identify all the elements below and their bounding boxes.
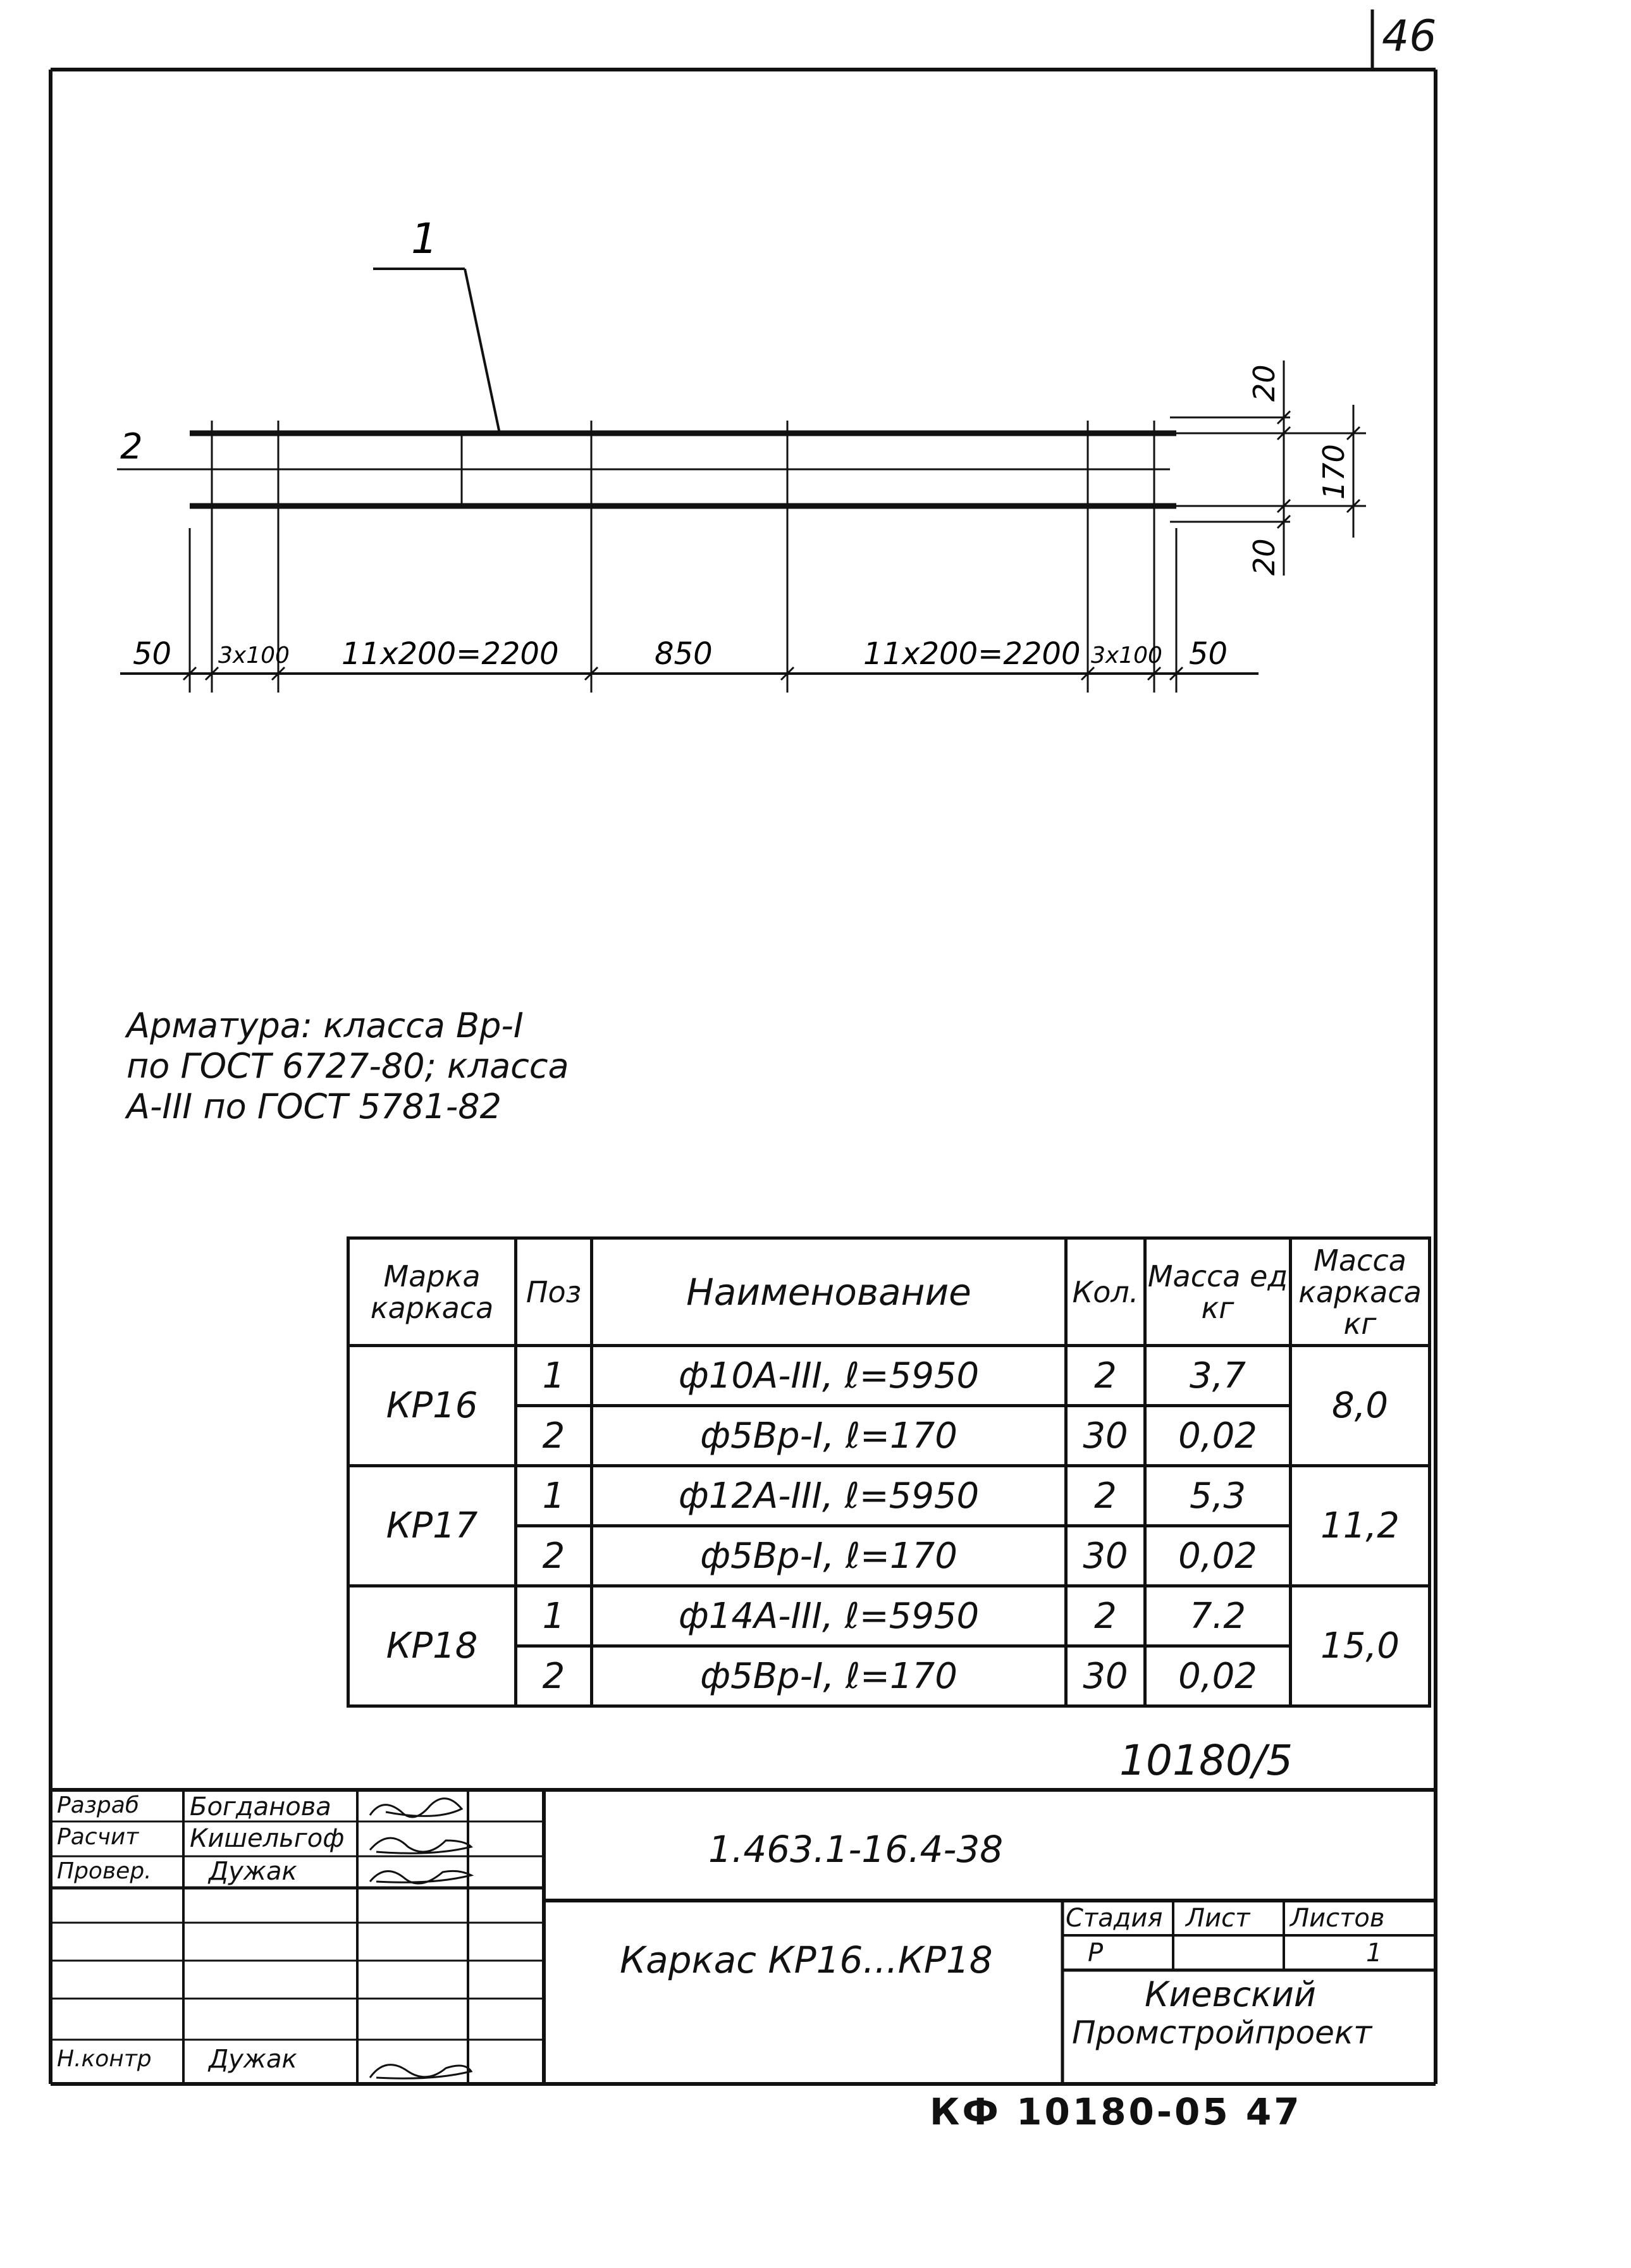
mark-cell: КР16: [348, 1346, 516, 1466]
stage-value: Р: [1088, 1938, 1104, 1968]
name-cell: ф5Вр-I, ℓ=170: [592, 1526, 1066, 1586]
dim-label: 20: [1247, 364, 1281, 402]
mass-cell: 3,7: [1145, 1346, 1291, 1406]
dim-label: 850: [655, 636, 713, 672]
dim-label: 170: [1317, 444, 1351, 500]
header-cell: Марка каркаса: [348, 1238, 516, 1346]
mark-cell: КР17: [348, 1466, 516, 1586]
note-line: по ГОСТ 6727-80; класса: [126, 1046, 569, 1086]
header-cell: Кол.: [1066, 1238, 1145, 1346]
header-cell: Масса ед кг: [1145, 1238, 1291, 1346]
name-cell: ф5Вр-I, ℓ=170: [592, 1646, 1066, 1706]
total-cell: 11,2: [1291, 1466, 1430, 1586]
dim-label: 3x100: [218, 643, 290, 669]
role-label: Провер.: [57, 1858, 152, 1884]
table-row: [348, 1466, 1430, 1526]
qty-cell: 2: [1066, 1586, 1145, 1646]
mass-cell: 7.2: [1145, 1586, 1291, 1646]
mass-cell: 0,02: [1145, 1526, 1291, 1586]
mass-cell: 0,02: [1145, 1646, 1291, 1706]
title-block: [51, 1790, 1436, 2084]
dim-label: 11x200=2200: [863, 636, 1081, 672]
pos-cell: 2: [516, 1526, 592, 1586]
sheet-number: 46: [1382, 11, 1437, 61]
sheets-value: 1: [1366, 1938, 1382, 1968]
table-row: [348, 1586, 1430, 1646]
dim-label: 20: [1247, 538, 1281, 576]
role-label: Н.контр: [57, 2046, 152, 2072]
pos-cell: 2: [516, 1406, 592, 1466]
pos-cell: 2: [516, 1646, 592, 1706]
person-name: Богданова: [190, 1792, 331, 1821]
sheet-label: Лист: [1186, 1904, 1250, 1933]
drawing-title: Каркас КР16...КР18: [620, 1938, 993, 1981]
organisation-line: Промстройпроект: [1072, 2014, 1372, 2051]
dim-label: 3x100: [1091, 643, 1162, 669]
person-name: Кишельгоф: [190, 1824, 345, 1853]
table-header-row: [348, 1238, 1430, 1346]
qty-cell: 2: [1066, 1346, 1145, 1406]
dim-label: 50: [133, 636, 172, 672]
organisation-line: Киевский: [1145, 1975, 1316, 2014]
total-cell: 8,0: [1291, 1346, 1430, 1466]
dim-label: 50: [1189, 636, 1228, 672]
total-cell: 15,0: [1291, 1586, 1430, 1706]
archive-number: 10180/5: [1119, 1736, 1293, 1785]
person-name: Дужак: [209, 1857, 297, 1886]
doc-code: 1.463.1-16.4-38: [708, 1828, 1004, 1871]
leader-line: [465, 269, 500, 433]
footer-code: КФ 10180-05 47: [930, 2090, 1302, 2133]
pos-cell: 1: [516, 1586, 592, 1646]
header-cell: Поз: [516, 1238, 592, 1346]
leader-label: 1: [411, 214, 438, 263]
rebar-note: [126, 1006, 569, 1127]
mass-cell: 0,02: [1145, 1406, 1291, 1466]
role-label: Разраб: [57, 1792, 140, 1818]
role-label: Расчит: [57, 1824, 139, 1850]
qty-cell: 30: [1066, 1646, 1145, 1706]
table-row: [348, 1346, 1430, 1406]
dim-label: 11x200=2200: [342, 636, 559, 672]
qty-cell: 30: [1066, 1526, 1145, 1586]
sheets-label: Листов: [1290, 1904, 1385, 1933]
side-label: 2: [120, 426, 143, 467]
note-line: А-III по ГОСТ 5781-82: [126, 1087, 502, 1126]
stage-label: Стадия: [1066, 1904, 1163, 1933]
name-cell: ф14А-III, ℓ=5950: [592, 1586, 1066, 1646]
header-cell: Масса каркаса кг: [1291, 1238, 1430, 1346]
mark-cell: КР18: [348, 1586, 516, 1706]
pos-cell: 1: [516, 1466, 592, 1526]
pos-cell: 1: [516, 1346, 592, 1406]
specification-table: [347, 1236, 1431, 1708]
qty-cell: 2: [1066, 1466, 1145, 1526]
qty-cell: 30: [1066, 1406, 1145, 1466]
name-cell: ф5Вр-I, ℓ=170: [592, 1406, 1066, 1466]
mass-cell: 5,3: [1145, 1466, 1291, 1526]
person-name: Дужак: [209, 2045, 297, 2074]
header-cell: Наименование: [592, 1238, 1066, 1346]
name-cell: ф12А-III, ℓ=5950: [592, 1466, 1066, 1526]
name-cell: ф10А-III, ℓ=5950: [592, 1346, 1066, 1406]
note-line: Арматура: класса Вр-I: [126, 1006, 524, 1045]
